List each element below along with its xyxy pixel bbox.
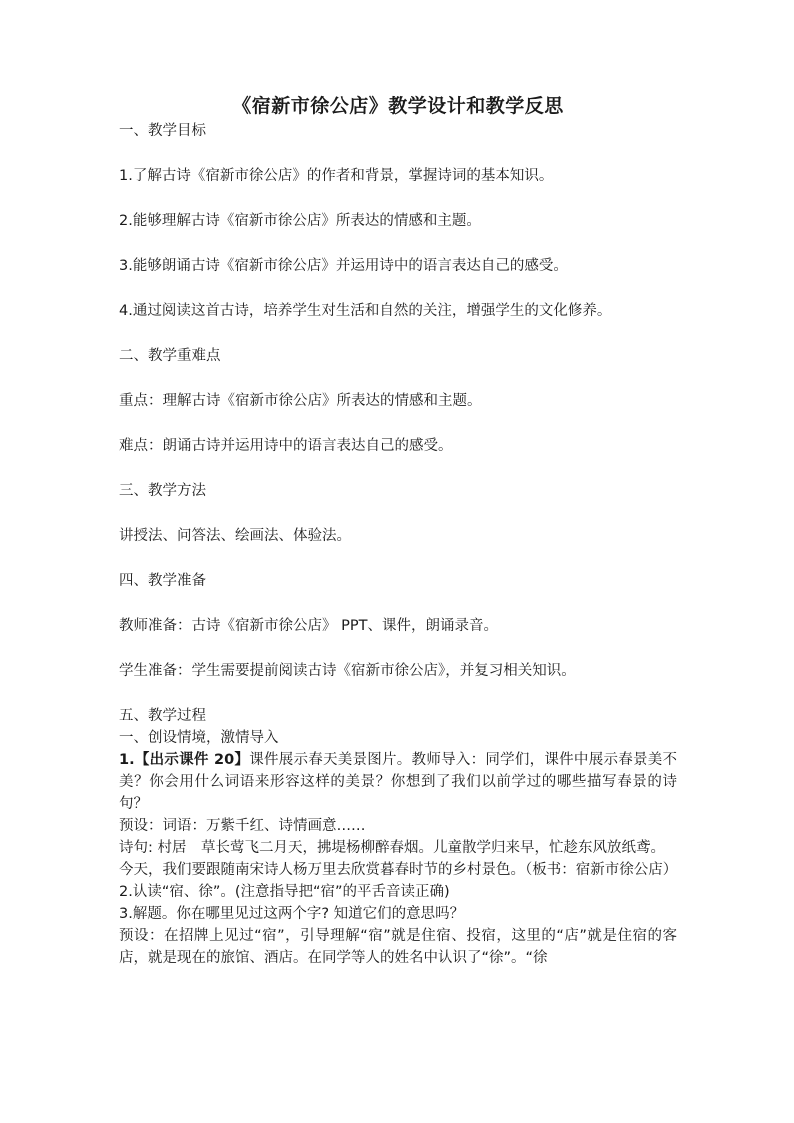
- spacer: [119, 367, 677, 390]
- step-heading-intro: 一、创设情境，激情导入: [119, 730, 279, 746]
- process-paragraph-6: 3.解题。你在哪里见过这两个字? 知道它们的意思吗？: [119, 906, 465, 922]
- methods-text: 讲授法、问答法、绘画法、体验法。: [119, 528, 351, 544]
- spacer: [119, 322, 677, 345]
- student-preparation: 学生准备：学生需要提前阅读古诗《宿新市徐公店》，并复习相关知识。: [119, 663, 576, 679]
- spacer: [119, 547, 677, 570]
- goal-item-2: 2.能够理解古诗《宿新市徐公店》所表达的情感和主题。: [119, 213, 481, 229]
- courseware-tag: 1.【出示课件 20】: [119, 752, 250, 768]
- spacer: [119, 232, 677, 255]
- spacer: [119, 277, 677, 300]
- spacer: [119, 637, 677, 660]
- goal-item-1: 1.了解古诗《宿新市徐公店》的作者和背景，掌握诗词的基本知识。: [119, 168, 554, 184]
- section-heading-process: 五、教学过程: [119, 708, 206, 724]
- teacher-preparation: 教师准备：古诗《宿新市徐公店》 PPT、课件，朗诵录音。: [119, 618, 498, 634]
- spacer: [119, 502, 677, 525]
- process-paragraph-5: 2.认读“宿、徐”。(注意指导把“宿”的平舌音读正确): [119, 884, 450, 900]
- process-paragraph-7: 预设：在招牌上见过“宿”，引导理解“宿”就是住宿、投宿，这里的“店”就是住宿的客店，就是现在的旅馆、酒店。在同学等人的姓名中认识了“徐”。“徐: [119, 928, 677, 966]
- section-heading-goals: 一、教学目标: [119, 123, 206, 139]
- spacer: [119, 142, 677, 165]
- process-paragraph-3: 诗句: 村居 草长莺飞二月天，拂堤杨柳醉春烟。儿童散学归来早，忙趁东风放纸鸢。: [119, 840, 665, 856]
- section-heading-key-points: 二、教学重难点: [119, 348, 221, 364]
- process-paragraph-2: 预设：词语：万紫千红、诗情画意……: [119, 818, 366, 834]
- spacer: [119, 457, 677, 480]
- process-paragraph-1-text: 课件展示春天美景图片。教师导入：同学们，课件中展示春景美不美？你会用什么词语来形容这样的美景？你想到了我们以前学过的哪些描写春景的诗句？: [119, 752, 678, 812]
- difficult-point: 难点：朗诵古诗并运用诗中的语言表达自己的感受。: [119, 438, 453, 454]
- spacer: [119, 412, 677, 435]
- section-heading-methods: 三、教学方法: [119, 483, 206, 499]
- document-page: [119, 92, 677, 969]
- spacer: [119, 682, 677, 705]
- goal-item-3: 3.能够朗诵古诗《宿新市徐公店》并运用诗中的语言表达自己的感受。: [119, 258, 568, 274]
- spacer: [119, 187, 677, 210]
- key-point: 重点：理解古诗《宿新市徐公店》所表达的情感和主题。: [119, 393, 482, 409]
- goal-item-4: 4.通过阅读这首古诗，培养学生对生活和自然的关注，增强学生的文化修养。: [119, 303, 612, 319]
- document-title: 《宿新市徐公店》教学设计和教学反思: [232, 95, 564, 117]
- section-heading-preparation: 四、教学准备: [119, 573, 206, 589]
- process-paragraph-1: [119, 749, 677, 815]
- process-paragraph-4: 今天，我们要跟随南宋诗人杨万里去欣赏暮春时节的乡村景色。（板书：宿新市徐公店）: [119, 862, 678, 878]
- spacer: [119, 592, 677, 615]
